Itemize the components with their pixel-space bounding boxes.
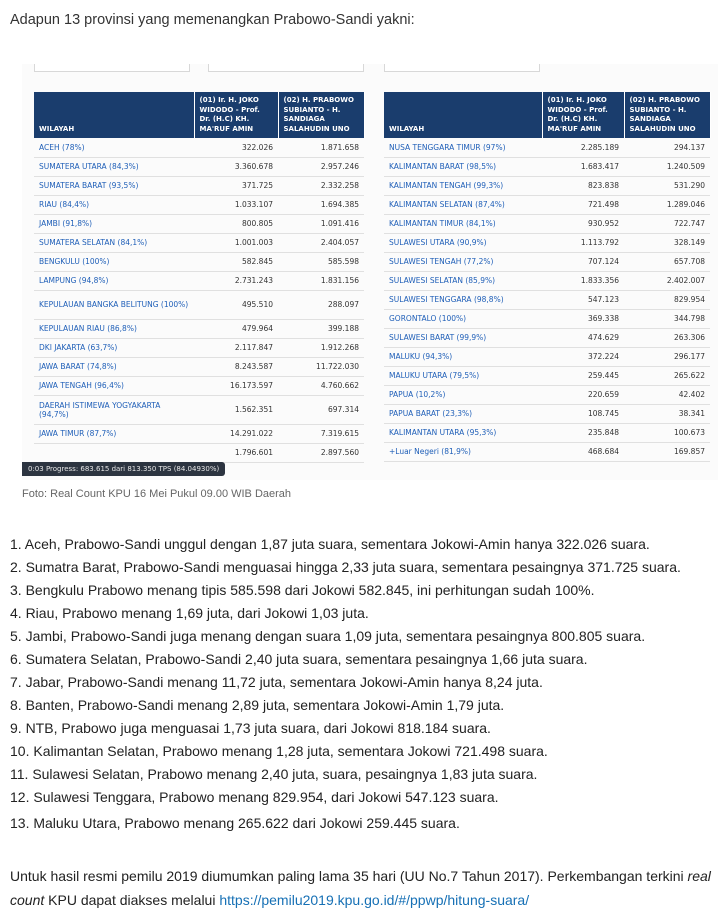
votes-01-cell: 8.243.587 bbox=[194, 357, 278, 376]
table-row bbox=[34, 252, 364, 271]
votes-01-cell: 1.001.003 bbox=[194, 233, 278, 252]
table-row bbox=[384, 214, 710, 233]
votes-02-cell: 585.598 bbox=[278, 252, 364, 271]
list-item: 12. Sulawesi Tenggara, Prabowo menang 829.954, dari Jokowi 547.123 suara. bbox=[10, 789, 499, 805]
list-item: 9. NTB, Prabowo juga menguasai 1,73 juta suara, dari Jokowi 818.184 suara. bbox=[10, 720, 491, 736]
list-item: 1. Aceh, Prabowo-Sandi unggul dengan 1,87 juta suara, sementara Jokowi-Amin hanya 322.026 suara. bbox=[10, 536, 650, 552]
region-cell[interactable]: MALUKU UTARA (79,5%) bbox=[384, 366, 542, 385]
votes-01-cell: 372.224 bbox=[542, 347, 624, 366]
region-cell[interactable]: SULAWESI BARAT (99,9%) bbox=[384, 328, 542, 347]
votes-02-cell: 722.747 bbox=[624, 214, 710, 233]
votes-02-cell: 11.722.030 bbox=[278, 357, 364, 376]
region-cell[interactable]: GORONTALO (100%) bbox=[384, 309, 542, 328]
progress-overlay: 0:03 Progress: 683.615 dari 813.350 TPS (84.04930%) bbox=[22, 462, 225, 476]
votes-02-cell: 657.708 bbox=[624, 252, 710, 271]
region-cell[interactable]: KEPULAUAN BANGKA BELITUNG (100%) bbox=[34, 290, 194, 319]
region-cell[interactable]: JAWA TIMUR (87,7%) bbox=[34, 424, 194, 443]
table-row bbox=[384, 309, 710, 328]
votes-01-cell: 468.684 bbox=[542, 442, 624, 461]
table-row bbox=[384, 347, 710, 366]
list-item: 7. Jabar, Prabowo-Sandi menang 11,72 juta, sementara Jokowi-Amin hanya 8,24 juta. bbox=[10, 674, 543, 690]
votes-01-cell: 1.033.107 bbox=[194, 195, 278, 214]
table-row bbox=[34, 233, 364, 252]
header-candidate-02: (02) H. PRABOWO SUBIANTO - H. SANDIAGA SALAHUDIN UNO bbox=[278, 92, 364, 138]
votes-01-cell: 2.117.847 bbox=[194, 338, 278, 357]
table-row bbox=[384, 385, 710, 404]
votes-01-cell: 235.848 bbox=[542, 423, 624, 442]
votes-02-cell: 1.240.509 bbox=[624, 157, 710, 176]
votes-01-cell: 220.659 bbox=[542, 385, 624, 404]
votes-02-cell: 294.137 bbox=[624, 138, 710, 157]
footer-text: Untuk hasil resmi pemilu 2019 diumumkan paling lama 35 hari (UU No.7 Tahun 2017). Perkembangan terkini bbox=[10, 868, 688, 884]
header-candidate-02: (02) H. PRABOWO SUBIANTO - H. SANDIAGA SALAHUDIN UNO bbox=[624, 92, 710, 138]
region-cell[interactable]: SULAWESI TENGGARA (98,8%) bbox=[384, 290, 542, 309]
list-item: 10. Kalimantan Selatan, Prabowo menang 1,28 juta, sementara Jokowi 721.498 suara. bbox=[10, 743, 548, 759]
table-row bbox=[34, 290, 364, 319]
votes-02-cell: 829.954 bbox=[624, 290, 710, 309]
votes-02-cell: 399.188 bbox=[278, 319, 364, 338]
votes-01-cell: 582.845 bbox=[194, 252, 278, 271]
table-row bbox=[384, 195, 710, 214]
table-row bbox=[34, 395, 364, 424]
table-row bbox=[384, 157, 710, 176]
intro-text: Adapun 13 provinsi yang memenangkan Prabowo-Sandi yakni: bbox=[10, 12, 415, 28]
votes-02-cell: 263.306 bbox=[624, 328, 710, 347]
votes-01-cell: 322.026 bbox=[194, 138, 278, 157]
list-item: 5. Jambi, Prabowo-Sandi juga menang dengan suara 1,09 juta, sementara pesaingnya 800.805 suara. bbox=[10, 628, 646, 644]
photo-top-tab bbox=[384, 64, 540, 72]
votes-02-cell: 169.857 bbox=[624, 442, 710, 461]
header-wilayah: WILAYAH bbox=[384, 92, 542, 138]
votes-02-cell: 288.097 bbox=[278, 290, 364, 319]
region-cell[interactable]: JAWA BARAT (74,8%) bbox=[34, 357, 194, 376]
votes-01-cell: 479.964 bbox=[194, 319, 278, 338]
footer-italic-text: real count bbox=[10, 868, 711, 908]
left-results-table bbox=[34, 92, 365, 463]
region-cell[interactable]: JAWA TENGAH (96,4%) bbox=[34, 376, 194, 395]
votes-02-cell: 328.149 bbox=[624, 233, 710, 252]
votes-01-cell: 371.725 bbox=[194, 176, 278, 195]
region-cell[interactable]: SULAWESI TENGAH (77,2%) bbox=[384, 252, 542, 271]
table-row bbox=[384, 366, 710, 385]
region-cell[interactable]: RIAU (84,4%) bbox=[34, 195, 194, 214]
table-row bbox=[384, 138, 710, 157]
votes-01-cell: 721.498 bbox=[542, 195, 624, 214]
votes-02-cell: 1.694.385 bbox=[278, 195, 364, 214]
table-row bbox=[384, 423, 710, 442]
table-row bbox=[34, 214, 364, 233]
votes-01-cell: 1.113.792 bbox=[542, 233, 624, 252]
list-item: 13. Maluku Utara, Prabowo menang 265.622 dari Jokowi 259.445 suara. bbox=[10, 815, 460, 831]
table-row bbox=[34, 424, 364, 443]
votes-01-cell: 930.952 bbox=[542, 214, 624, 233]
table-row bbox=[34, 176, 364, 195]
footer-paragraph bbox=[10, 864, 716, 912]
votes-01-cell: 800.805 bbox=[194, 214, 278, 233]
region-cell[interactable]: SUMATERA BARAT (93,5%) bbox=[34, 176, 194, 195]
winning-provinces-list bbox=[10, 536, 681, 841]
header-wilayah: WILAYAH bbox=[34, 92, 194, 138]
table-row bbox=[384, 252, 710, 271]
header-candidate-01: (01) Ir. H. JOKO WIDODO - Prof. Dr. (H.C) KH. MA'RUF AMIN bbox=[542, 92, 624, 138]
votes-01-cell: 1.833.356 bbox=[542, 271, 624, 290]
votes-01-cell: 2.285.189 bbox=[542, 138, 624, 157]
region-cell[interactable]: KALIMANTAN BARAT (98,5%) bbox=[384, 157, 542, 176]
list-item: 6. Sumatera Selatan, Prabowo-Sandi 2,40 juta suara, sementara pesaingnya 1,66 juta suara. bbox=[10, 651, 588, 667]
region-cell[interactable]: JAMBI (91,8%) bbox=[34, 214, 194, 233]
list-item: 11. Sulawesi Selatan, Prabowo menang 2,40 juta, suara, pesaingnya 1,83 juta suara. bbox=[10, 766, 538, 782]
votes-02-cell: 42.402 bbox=[624, 385, 710, 404]
region-cell[interactable]: MALUKU (94,3%) bbox=[384, 347, 542, 366]
votes-01-cell: 495.510 bbox=[194, 290, 278, 319]
votes-01-cell: 14.291.022 bbox=[194, 424, 278, 443]
region-cell[interactable]: SULAWESI SELATAN (85,9%) bbox=[384, 271, 542, 290]
votes-02-cell: 2.957.246 bbox=[278, 157, 364, 176]
list-item: 4. Riau, Prabowo menang 1,69 juta, dari Jokowi 1,03 juta. bbox=[10, 605, 369, 621]
votes-02-cell: 296.177 bbox=[624, 347, 710, 366]
votes-02-cell: 2.404.057 bbox=[278, 233, 364, 252]
header-candidate-01: (01) Ir. H. JOKO WIDODO - Prof. Dr. (H.C) KH. MA'RUF AMIN bbox=[194, 92, 278, 138]
table-row bbox=[384, 328, 710, 347]
votes-02-cell: 100.673 bbox=[624, 423, 710, 442]
region-cell[interactable]: NUSA TENGGARA TIMUR (97%) bbox=[384, 138, 542, 157]
votes-01-cell: 1.683.417 bbox=[542, 157, 624, 176]
table-row bbox=[384, 233, 710, 252]
votes-01-cell: 3.360.678 bbox=[194, 157, 278, 176]
votes-02-cell: 265.622 bbox=[624, 366, 710, 385]
votes-02-cell: 1.289.046 bbox=[624, 195, 710, 214]
list-item: 3. Bengkulu Prabowo menang tipis 585.598 dari Jokowi 582.845, ini perhitungan sudah 100%. bbox=[10, 582, 595, 598]
votes-02-cell: 344.798 bbox=[624, 309, 710, 328]
votes-01-cell: 823.838 bbox=[542, 176, 624, 195]
votes-02-cell: 697.314 bbox=[278, 395, 364, 424]
table-row bbox=[34, 357, 364, 376]
table-row bbox=[384, 271, 710, 290]
table-row bbox=[34, 195, 364, 214]
photo-top-tab bbox=[34, 64, 190, 72]
votes-01-cell: 2.731.243 bbox=[194, 271, 278, 290]
region-cell[interactable]: SUMATERA UTARA (84,3%) bbox=[34, 157, 194, 176]
footer-text-2: KPU dapat diakses melalui bbox=[44, 892, 220, 908]
table-header-row bbox=[34, 92, 364, 138]
votes-02-cell: 1.091.416 bbox=[278, 214, 364, 233]
votes-02-cell: 38.341 bbox=[624, 404, 710, 423]
region-cell[interactable]: BENGKULU (100%) bbox=[34, 252, 194, 271]
region-cell[interactable]: ACEH (78%) bbox=[34, 138, 194, 157]
votes-01-cell: 259.445 bbox=[542, 366, 624, 385]
kpu-link[interactable]: https://pemilu2019.kpu.go.id/#/ppwp/hitung-suara/ bbox=[219, 892, 530, 908]
right-results-table bbox=[384, 92, 711, 462]
table-row bbox=[34, 338, 364, 357]
votes-02-cell: 2.402.007 bbox=[624, 271, 710, 290]
votes-02-cell: 1.912.268 bbox=[278, 338, 364, 357]
region-cell[interactable] bbox=[34, 443, 194, 462]
region-cell[interactable]: +Luar Negeri (81,9%) bbox=[384, 442, 542, 461]
table-row bbox=[384, 404, 710, 423]
region-cell[interactable]: KALIMANTAN TIMUR (84,1%) bbox=[384, 214, 542, 233]
votes-01-cell: 108.745 bbox=[542, 404, 624, 423]
photo-top-tab bbox=[208, 64, 364, 72]
votes-01-cell: 16.173.597 bbox=[194, 376, 278, 395]
region-cell[interactable]: DAERAH ISTIMEWA YOGYAKARTA (94,7%) bbox=[34, 395, 194, 424]
table-row bbox=[34, 443, 364, 462]
table-row bbox=[34, 376, 364, 395]
votes-02-cell: 7.319.615 bbox=[278, 424, 364, 443]
region-cell[interactable]: PAPUA BARAT (23,3%) bbox=[384, 404, 542, 423]
table-row bbox=[34, 138, 364, 157]
votes-02-cell: 1.871.658 bbox=[278, 138, 364, 157]
table-row bbox=[34, 271, 364, 290]
votes-01-cell: 707.124 bbox=[542, 252, 624, 271]
list-item: 8. Banten, Prabowo-Sandi menang 2,89 juta, sementara Jokowi-Amin 1,79 juta. bbox=[10, 697, 505, 713]
table-header-row bbox=[384, 92, 710, 138]
photo-caption: Foto: Real Count KPU 16 Mei Pukul 09.00 WIB Daerah bbox=[22, 488, 292, 500]
table-row bbox=[384, 176, 710, 195]
votes-02-cell: 2.332.258 bbox=[278, 176, 364, 195]
region-cell[interactable]: KEPULAUAN RIAU (86,8%) bbox=[34, 319, 194, 338]
region-cell[interactable]: KALIMANTAN UTARA (95,3%) bbox=[384, 423, 542, 442]
region-cell[interactable]: SUMATERA SELATAN (84,1%) bbox=[34, 233, 194, 252]
votes-02-cell: 2.897.560 bbox=[278, 443, 364, 462]
region-cell[interactable]: KALIMANTAN SELATAN (87,4%) bbox=[384, 195, 542, 214]
real-count-screenshot-image bbox=[22, 64, 718, 480]
region-cell[interactable]: KALIMANTAN TENGAH (99,3%) bbox=[384, 176, 542, 195]
table-row bbox=[34, 157, 364, 176]
table-row bbox=[384, 290, 710, 309]
region-cell[interactable]: PAPUA (10,2%) bbox=[384, 385, 542, 404]
votes-01-cell: 1.562.351 bbox=[194, 395, 278, 424]
votes-01-cell: 1.796.601 bbox=[194, 443, 278, 462]
votes-02-cell: 4.760.662 bbox=[278, 376, 364, 395]
region-cell[interactable]: SULAWESI UTARA (90,9%) bbox=[384, 233, 542, 252]
votes-01-cell: 474.629 bbox=[542, 328, 624, 347]
region-cell[interactable]: DKI JAKARTA (63,7%) bbox=[34, 338, 194, 357]
table-row bbox=[34, 319, 364, 338]
votes-02-cell: 1.831.156 bbox=[278, 271, 364, 290]
votes-02-cell: 531.290 bbox=[624, 176, 710, 195]
votes-01-cell: 547.123 bbox=[542, 290, 624, 309]
region-cell[interactable]: LAMPUNG (94,8%) bbox=[34, 271, 194, 290]
votes-01-cell: 369.338 bbox=[542, 309, 624, 328]
list-item: 2. Sumatra Barat, Prabowo-Sandi menguasai hingga 2,33 juta suara, sementara pesaingnya 371.725 suara. bbox=[10, 559, 681, 575]
table-row bbox=[384, 442, 710, 461]
